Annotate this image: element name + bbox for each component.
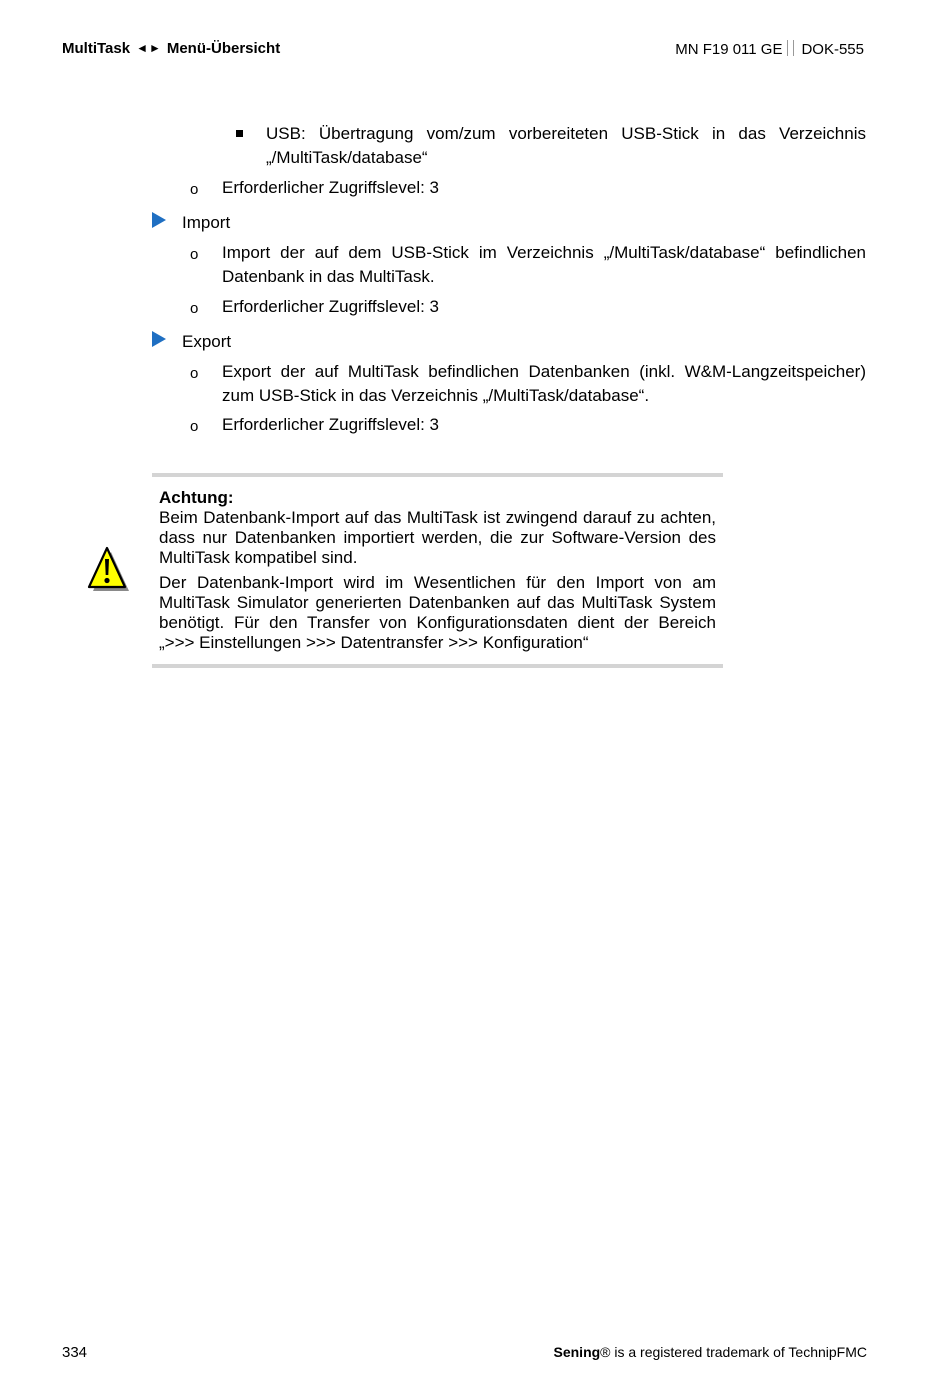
warning-triangle-icon [86,546,130,594]
page-number: 334 [62,1344,88,1361]
import-description: Import der auf dem USB-Stick im Verzeichnis „/MultiTask/database“ befindlichen Datenbank in das MultiTask. [222,243,866,286]
header-separator [787,40,794,56]
attention-content [159,488,716,653]
header-doc-info [675,40,864,58]
attention-paragraph-1: Beim Datenbank-Import auf das MultiTask ist zwingend darauf zu achten, dass nur Datenbanken importiert werden, die zur Software-Version des MultiTask kompatibel sind. [159,508,716,567]
trademark-text: ® is a registered trademark of TechnipFMC [600,1344,867,1360]
export-heading: Export [182,332,232,351]
header-section: Menü-Übersicht [166,40,281,57]
attention-title: Achtung: [159,488,234,507]
access-level-text: Erforderlicher Zugriffslevel: 3 [222,178,439,197]
import-access-level: Erforderlicher Zugriffslevel: 3 [222,297,439,316]
circle-bullet-icon: o [190,246,199,263]
circle-bullet-icon: o [190,365,199,382]
doc-id: DOK-555 [801,41,864,58]
brand-name: Sening [553,1344,601,1360]
triangle-bullet-icon [152,331,166,347]
doc-number: MN F19 011 GE [675,41,783,58]
square-bullet-icon [236,130,243,137]
circle-bullet-icon: o [190,418,199,435]
attention-paragraph-2: Der Datenbank-Import wird im Wesentlichen für den Import von am MultiTask Simulator generierten Datenbanken auf das MultiTask System benötigt. Für den Transfer von Konfigurationsdaten dient der Bereich „>>> Einstellungen >>> Datentransfer >>> Konfiguration“ [159,573,716,652]
export-description: Export der auf MultiTask befindlichen Datenbanken (inkl. W&M-Langzeitspeicher) zum USB-Stick in das Verzeichnis „/MultiTask/database“. [222,362,866,405]
footer-trademark [554,1344,868,1360]
import-heading: Import [182,213,231,232]
triangle-bullet-icon [152,212,166,228]
header-product: MultiTask [62,40,131,57]
nav-arrows-icon: ◄► [136,41,162,55]
attention-top-rule [152,473,723,477]
attention-bottom-rule [152,664,723,668]
usb-item-text: USB: Übertragung vom/zum vorbereiteten USB-Stick in das Verzeichnis „/MultiTask/database“ [266,124,866,167]
circle-bullet-icon: o [190,300,199,317]
circle-bullet-icon: o [190,181,199,198]
export-access-level: Erforderlicher Zugriffslevel: 3 [222,415,439,434]
header-title [62,40,280,57]
